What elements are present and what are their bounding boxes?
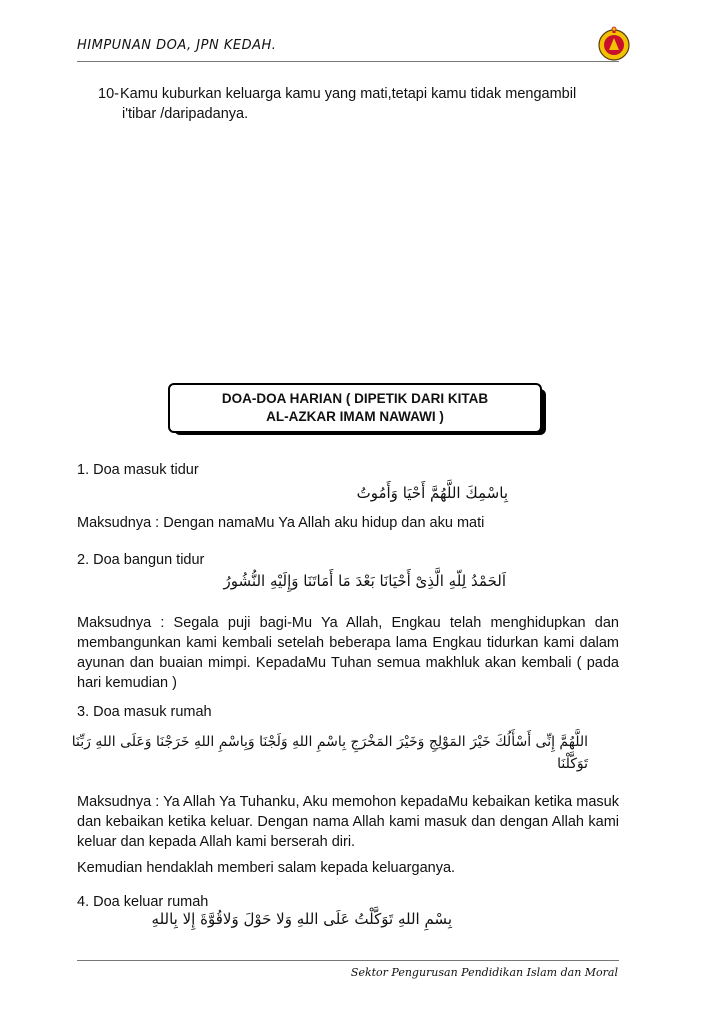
doa-1-heading: 1. Doa masuk tidur bbox=[77, 462, 199, 478]
intro-text-line2: i'tibar /daripadanya. bbox=[122, 106, 249, 122]
doa-1-meaning: Maksudnya : Dengan namaMu Ya Allah aku hidup dan aku mati bbox=[77, 515, 485, 531]
intro-number: 10- bbox=[98, 86, 119, 102]
doa-1-arabic: بِاسْمِكَ اللَّهُمَّ أَحْيَا وَأَمُوتُ bbox=[356, 484, 508, 502]
doa-4-heading: 4. Doa keluar rumah bbox=[77, 894, 209, 910]
section-title-box bbox=[168, 383, 542, 433]
doa-3-heading: 3. Doa masuk rumah bbox=[77, 704, 212, 720]
section-title-line2: AL-AZKAR IMAM NAWAWI ) bbox=[266, 409, 444, 424]
footer-text: Sektor Pengurusan Pendidikan Islam dan Moral bbox=[350, 966, 618, 979]
doa-2-meaning-block bbox=[77, 613, 619, 693]
doa-4-arabic: بِسْمِ اللهِ تَوَكَّلْتُ عَلَى اللهِ وَلا حَوْلَ وَلاقُوَّةَ إِلا بِاللهِ bbox=[151, 910, 452, 928]
footer-divider bbox=[77, 960, 619, 961]
doa-3-arabic-line2: تَوَكَّلْنَا bbox=[557, 756, 588, 772]
section-title-line1: DOA-DOA HARIAN ( DIPETIK DARI KITAB bbox=[221, 391, 489, 406]
intro-item bbox=[98, 84, 616, 124]
doa-3-arabic-line1: اللَّهُمَّ إِنِّى أَسْأَلُكَ خَيْرَ المَوْلِجِ وَخَيْرَ المَخْرَجِ بِاسْمِ اللهِ وَلَجْنَا وَبِاسْمِ اللهِ خَرَجْنَا وَعَلَى اللهِ رَبِّنَا bbox=[71, 734, 588, 750]
intro-text-line1: Kamu kuburkan keluarga kamu yang mati,tetapi kamu tidak mengambil bbox=[120, 86, 577, 102]
header-title: HIMPUNAN DOA, JPN KEDAH. bbox=[77, 38, 277, 53]
header-divider bbox=[77, 61, 619, 62]
doa-2-arabic: اَلحَمْدُ لِلّهِ الَّذِىْ أَحْيَانَا بَعْدَ مَا أَمَاتَنَا وَإِلَيْهِ النُّشُورُ bbox=[223, 572, 506, 590]
doa-2-meaning: Maksudnya : Segala puji bagi-Mu Ya Allah, Engkau telah menghidupkan dan membangunkan kami kembali setelah beberapa lama Engkau tidurkan kami dalam ayunan dan buaian mimpi. KepadaMu Tuhan semua makhluk akan kembali ( pada hari kemudian ) bbox=[77, 615, 619, 691]
doa-2-heading: 2. Doa bangun tidur bbox=[77, 552, 205, 568]
doa-3-note: Kemudian hendaklah memberi salam kepada keluarganya. bbox=[77, 860, 456, 876]
doa-3-meaning-block bbox=[77, 792, 619, 852]
kedah-emblem-icon bbox=[597, 26, 631, 62]
doa-3-meaning: Maksudnya : Ya Allah Ya Tuhanku, Aku memohon kepadaMu kebaikan ketika masuk dan kebaikan ketika keluar. Dengan nama Allah kami masuk dan dengan Allah kami keluar dan kepada Allah kami berserah diri. bbox=[77, 794, 619, 850]
